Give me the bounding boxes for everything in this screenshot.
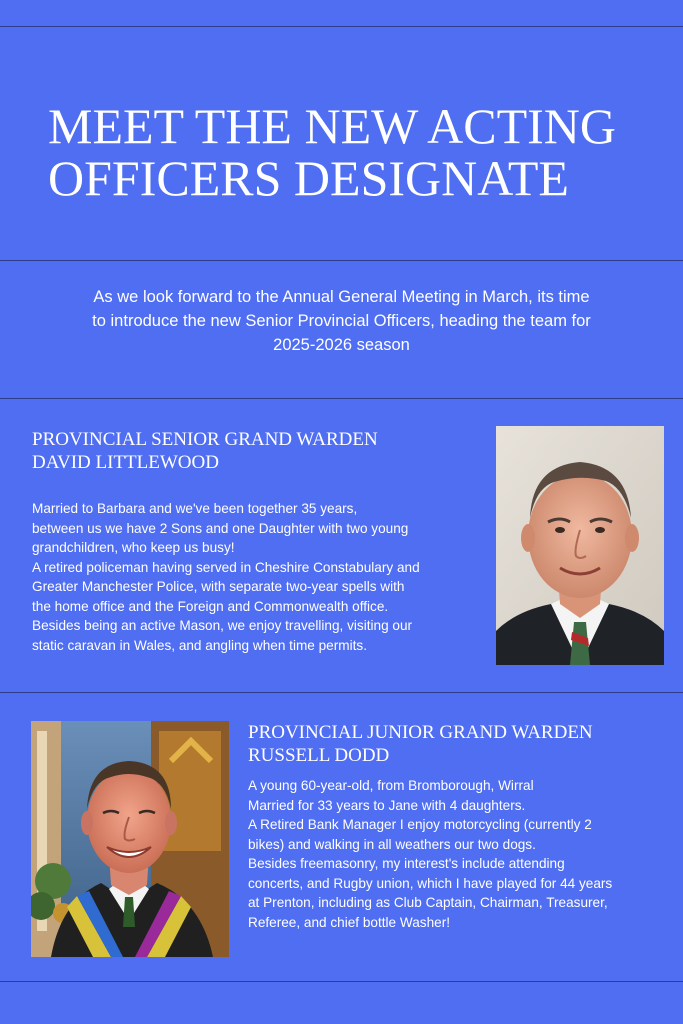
officer-role: PROVINCIAL JUNIOR GRAND WARDEN: [248, 722, 593, 743]
bio-line: grandchildren, who keep us busy!: [32, 540, 235, 555]
bio-line: Besides being an active Mason, we enjoy travelling, visiting our: [32, 618, 413, 633]
page-title-line-1: MEET THE NEW ACTING: [48, 98, 617, 154]
bio-line: Greater Manchester Police, with separate two-year spells with: [32, 579, 405, 594]
bio-line: bikes) and walking in all weathers our two dogs.: [248, 836, 536, 852]
divider-top: [0, 26, 683, 27]
intro-line-2: to introduce the new Senior Provincial Officers, heading the team for: [92, 312, 591, 330]
bio-line: concerts, and Rugby union, which I have played for 44 years: [248, 875, 613, 891]
bio-line: Married to Barbara and we've been together 35 years,: [32, 501, 358, 516]
officer-bio: [248, 776, 668, 932]
divider-under-title: [0, 260, 683, 261]
bio-line: static caravan in Wales, and angling when time permits.: [32, 637, 367, 653]
bio-line: at Prenton, including as Club Captain, Chairman, Treasurer,: [248, 895, 608, 910]
officer-heading: [248, 721, 668, 767]
intro-paragraph: [30, 285, 653, 357]
officer-bio: [32, 499, 482, 655]
bio-line: the home office and the Foreign and Commonwealth office.: [32, 598, 389, 614]
portrait-photo-david-littlewood: [496, 426, 664, 665]
page-title-line-2: OFFICERS DESIGNATE: [48, 150, 569, 206]
officer-role: PROVINCIAL SENIOR GRAND WARDEN: [32, 429, 378, 450]
bio-line: A young 60-year-old, from Bromborough, Wirral: [248, 778, 534, 793]
intro-line-3: 2025-2026 season: [273, 336, 410, 354]
page-title: [48, 100, 648, 204]
officer-name: RUSSELL DODD: [248, 745, 390, 766]
junior-warden-section: [248, 721, 668, 932]
bio-line: Besides freemasonry, my interest's include attending: [248, 856, 565, 871]
divider-under-senior-warden: [0, 692, 683, 693]
bio-line: A retired policeman having served in Cheshire Constabulary and: [32, 559, 420, 575]
divider-bottom: [0, 981, 683, 982]
portrait-photo-russell-dodd: [31, 721, 229, 957]
bio-line: Married for 33 years to Jane with 4 daughters.: [248, 797, 526, 813]
bio-line: between us we have 2 Sons and one Daughter with two young: [32, 520, 409, 536]
divider-under-intro: [0, 398, 683, 399]
officer-heading: [32, 428, 482, 474]
senior-warden-section: [32, 428, 482, 655]
bio-line: Referee, and chief bottle Washer!: [248, 914, 451, 930]
bio-line: A Retired Bank Manager I enjoy motorcycling (currently 2: [248, 817, 592, 832]
intro-line-1: As we look forward to the Annual General Meeting in March, its time: [93, 288, 590, 306]
officer-name: DAVID LITTLEWOOD: [32, 452, 219, 473]
